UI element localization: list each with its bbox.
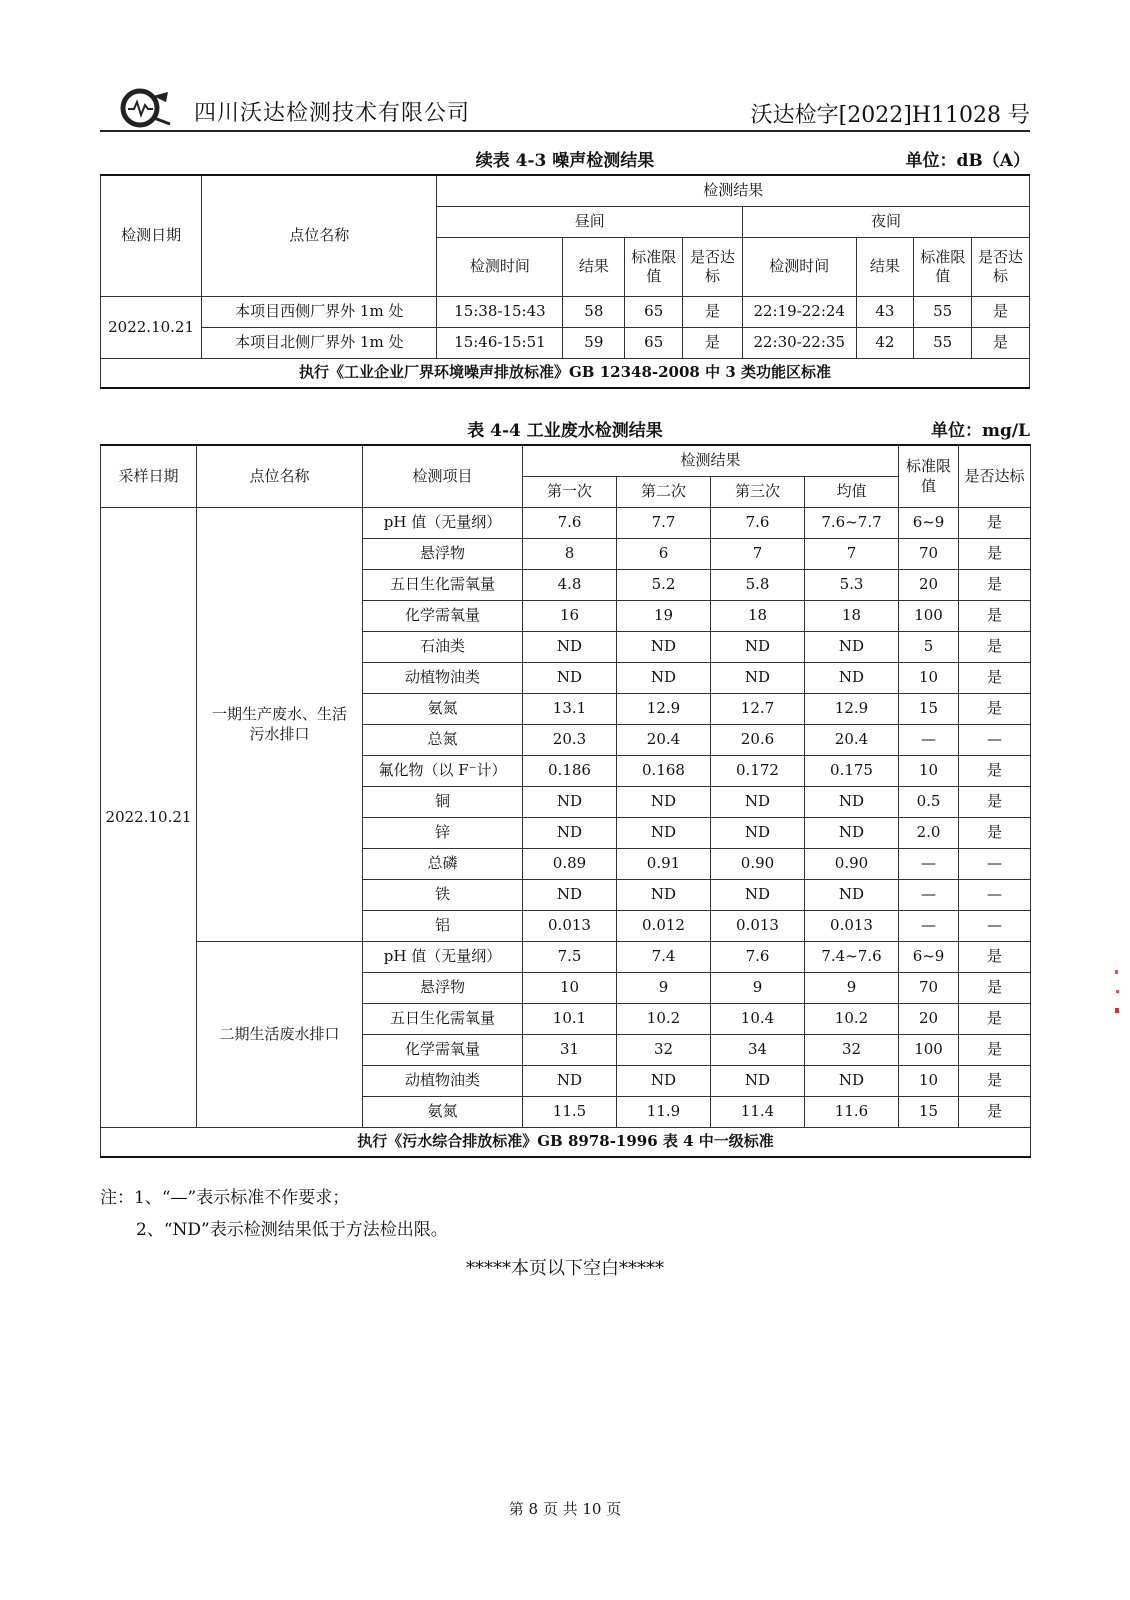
first-value-cell: 0.186 bbox=[523, 756, 617, 787]
water-table-unit: 单位：mg/L bbox=[930, 421, 1030, 441]
second-value-cell: ND bbox=[617, 880, 711, 911]
third-value-cell: ND bbox=[711, 787, 805, 818]
average-cell: ND bbox=[805, 818, 899, 849]
limit-cell: 100 bbox=[899, 1035, 959, 1066]
pass-cell: 是 bbox=[959, 942, 1031, 973]
second-value-cell: 11.9 bbox=[617, 1097, 711, 1128]
item-cell: 五日生化需氧量 bbox=[363, 1004, 523, 1035]
first-value-cell: 7.5 bbox=[523, 942, 617, 973]
third-value-cell: ND bbox=[711, 818, 805, 849]
item-cell: pH 值（无量纲） bbox=[363, 508, 523, 539]
pass-cell: 是 bbox=[959, 1004, 1031, 1035]
first-value-cell: ND bbox=[523, 880, 617, 911]
limit-cell: 5 bbox=[899, 632, 959, 663]
pass-cell: 是 bbox=[959, 1035, 1031, 1066]
item-cell: pH 值（无量纲） bbox=[363, 942, 523, 973]
average-cell: 12.9 bbox=[805, 694, 899, 725]
seal-edge-mark-icon bbox=[1114, 968, 1120, 1018]
third-value-cell: 9 bbox=[711, 973, 805, 1004]
limit-cell: 6~9 bbox=[899, 508, 959, 539]
second-value-cell: 6 bbox=[617, 539, 711, 570]
table-row bbox=[101, 942, 1031, 973]
third-value-cell: ND bbox=[711, 880, 805, 911]
limit-cell: 6~9 bbox=[899, 942, 959, 973]
header-first: 第一次 bbox=[523, 477, 617, 508]
third-value-cell: 10.4 bbox=[711, 1004, 805, 1035]
limit-cell: 70 bbox=[899, 539, 959, 570]
first-value-cell: 20.3 bbox=[523, 725, 617, 756]
pass-cell: 是 bbox=[959, 756, 1031, 787]
night-time-cell: 22:30-22:35 bbox=[742, 328, 856, 359]
second-value-cell: 32 bbox=[617, 1035, 711, 1066]
first-value-cell: 16 bbox=[523, 601, 617, 632]
header-item: 检测项目 bbox=[363, 445, 523, 508]
limit-cell: 70 bbox=[899, 973, 959, 1004]
day-time-cell: 15:38-15:43 bbox=[437, 297, 563, 328]
pass-cell: 是 bbox=[959, 1066, 1031, 1097]
header-divider bbox=[100, 130, 1030, 132]
third-value-cell: 0.013 bbox=[711, 911, 805, 942]
third-value-cell: 0.90 bbox=[711, 849, 805, 880]
average-cell: ND bbox=[805, 1066, 899, 1097]
header-pass: 是否达标 bbox=[959, 445, 1031, 508]
second-value-cell: 5.2 bbox=[617, 570, 711, 601]
pass-cell: — bbox=[959, 725, 1031, 756]
date-cell: 2022.10.21 bbox=[101, 508, 197, 1128]
notes bbox=[100, 1182, 448, 1246]
second-value-cell: ND bbox=[617, 1066, 711, 1097]
second-value-cell: 20.4 bbox=[617, 725, 711, 756]
limit-cell: — bbox=[899, 725, 959, 756]
noise-table-caption-bar bbox=[100, 144, 1030, 170]
night-pass-cell: 是 bbox=[972, 328, 1030, 359]
day-pass-cell: 是 bbox=[683, 328, 743, 359]
item-cell: 悬浮物 bbox=[363, 973, 523, 1004]
limit-cell: — bbox=[899, 911, 959, 942]
first-value-cell: 31 bbox=[523, 1035, 617, 1066]
first-value-cell: 11.5 bbox=[523, 1097, 617, 1128]
header-results: 检测结果 bbox=[523, 445, 899, 477]
first-value-cell: 0.89 bbox=[523, 849, 617, 880]
average-cell: 10.2 bbox=[805, 1004, 899, 1035]
night-result-cell: 42 bbox=[856, 328, 914, 359]
limit-cell: — bbox=[899, 880, 959, 911]
item-cell: 总氮 bbox=[363, 725, 523, 756]
third-value-cell: ND bbox=[711, 663, 805, 694]
limit-cell: 15 bbox=[899, 1097, 959, 1128]
first-value-cell: ND bbox=[523, 632, 617, 663]
header-night: 夜间 bbox=[742, 207, 1029, 238]
table-row bbox=[101, 508, 1031, 539]
second-value-cell: ND bbox=[617, 787, 711, 818]
item-cell: 化学需氧量 bbox=[363, 1035, 523, 1066]
noise-standard-footer: 执行《工业企业厂界环境噪声排放标准》GB 12348-2008 中 3 类功能区标准 bbox=[101, 359, 1030, 389]
average-cell: 32 bbox=[805, 1035, 899, 1066]
average-cell: 11.6 bbox=[805, 1097, 899, 1128]
limit-cell: 0.5 bbox=[899, 787, 959, 818]
header-results: 检测结果 bbox=[437, 175, 1030, 207]
average-cell: 0.90 bbox=[805, 849, 899, 880]
average-cell: 0.013 bbox=[805, 911, 899, 942]
table-row bbox=[101, 297, 1030, 328]
pass-cell: 是 bbox=[959, 632, 1031, 663]
second-value-cell: 7.4 bbox=[617, 942, 711, 973]
first-value-cell: 8 bbox=[523, 539, 617, 570]
page-number: 第 8 页 共 10 页 bbox=[508, 1500, 622, 1518]
item-cell: 锌 bbox=[363, 818, 523, 849]
wastewater-table bbox=[100, 444, 1031, 1158]
average-cell: 7 bbox=[805, 539, 899, 570]
point-cell: 一期生产废水、生活污水排口 bbox=[197, 508, 363, 942]
average-cell: ND bbox=[805, 632, 899, 663]
pass-cell: — bbox=[959, 911, 1031, 942]
day-time-cell: 15:46-15:51 bbox=[437, 328, 563, 359]
point-cell: 本项目北侧厂界外 1m 处 bbox=[202, 328, 437, 359]
note-1: 注：1、“—”表示标准不作要求； bbox=[100, 1188, 350, 1208]
second-value-cell: 10.2 bbox=[617, 1004, 711, 1035]
pass-cell: 是 bbox=[959, 601, 1031, 632]
company-name: 四川沃达检测技术有限公司 bbox=[194, 101, 471, 126]
night-result-cell: 43 bbox=[856, 297, 914, 328]
night-pass-cell: 是 bbox=[972, 297, 1030, 328]
first-value-cell: 13.1 bbox=[523, 694, 617, 725]
pass-cell: 是 bbox=[959, 818, 1031, 849]
second-value-cell: 0.012 bbox=[617, 911, 711, 942]
third-value-cell: 20.6 bbox=[711, 725, 805, 756]
note-2: 2、“ND”表示检测结果低于方法检出限。 bbox=[136, 1220, 448, 1240]
third-value-cell: 12.7 bbox=[711, 694, 805, 725]
item-cell: 五日生化需氧量 bbox=[363, 570, 523, 601]
second-value-cell: 0.168 bbox=[617, 756, 711, 787]
first-value-cell: 7.6 bbox=[523, 508, 617, 539]
first-value-cell: ND bbox=[523, 1066, 617, 1097]
noise-table-caption: 续表 4-3 噪声检测结果 bbox=[475, 151, 655, 171]
day-result-cell: 59 bbox=[563, 328, 625, 359]
average-cell: ND bbox=[805, 880, 899, 911]
pass-cell: — bbox=[959, 849, 1031, 880]
item-cell: 氟化物（以 F⁻计） bbox=[363, 756, 523, 787]
third-value-cell: 0.172 bbox=[711, 756, 805, 787]
item-cell: 铝 bbox=[363, 911, 523, 942]
item-cell: 氨氮 bbox=[363, 1097, 523, 1128]
first-value-cell: 0.013 bbox=[523, 911, 617, 942]
point-cell: 本项目西侧厂界外 1m 处 bbox=[202, 297, 437, 328]
first-value-cell: 10.1 bbox=[523, 1004, 617, 1035]
header-night-result: 结果 bbox=[856, 238, 914, 297]
item-cell: 悬浮物 bbox=[363, 539, 523, 570]
pass-cell: 是 bbox=[959, 694, 1031, 725]
average-cell: 7.6~7.7 bbox=[805, 508, 899, 539]
header-day-result: 结果 bbox=[563, 238, 625, 297]
first-value-cell: ND bbox=[523, 663, 617, 694]
pass-cell: — bbox=[959, 880, 1031, 911]
date-cell: 2022.10.21 bbox=[101, 297, 202, 359]
average-cell: 7.4~7.6 bbox=[805, 942, 899, 973]
report-number: 沃达检字[2022]H11028 号 bbox=[750, 103, 1030, 128]
item-cell: 铁 bbox=[363, 880, 523, 911]
limit-cell: 10 bbox=[899, 663, 959, 694]
noise-table-unit: 单位：dB（A） bbox=[905, 151, 1030, 171]
third-value-cell: 7 bbox=[711, 539, 805, 570]
second-value-cell: 12.9 bbox=[617, 694, 711, 725]
third-value-cell: 34 bbox=[711, 1035, 805, 1066]
average-cell: 18 bbox=[805, 601, 899, 632]
second-value-cell: 7.7 bbox=[617, 508, 711, 539]
pass-cell: 是 bbox=[959, 1097, 1031, 1128]
night-time-cell: 22:19-22:24 bbox=[742, 297, 856, 328]
third-value-cell: 18 bbox=[711, 601, 805, 632]
average-cell: 20.4 bbox=[805, 725, 899, 756]
first-value-cell: ND bbox=[523, 818, 617, 849]
night-limit-cell: 55 bbox=[914, 297, 972, 328]
header-average: 均值 bbox=[805, 477, 899, 508]
day-result-cell: 58 bbox=[563, 297, 625, 328]
header-point: 点位名称 bbox=[197, 445, 363, 508]
third-value-cell: 11.4 bbox=[711, 1097, 805, 1128]
table-row bbox=[101, 328, 1030, 359]
header-night-time: 检测时间 bbox=[742, 238, 856, 297]
pass-cell: 是 bbox=[959, 570, 1031, 601]
average-cell: 0.175 bbox=[805, 756, 899, 787]
item-cell: 动植物油类 bbox=[363, 663, 523, 694]
page-header bbox=[100, 88, 1030, 130]
header-night-pass: 是否达标 bbox=[972, 238, 1030, 297]
noise-table bbox=[100, 174, 1030, 389]
limit-cell: 10 bbox=[899, 1066, 959, 1097]
average-cell: 5.3 bbox=[805, 570, 899, 601]
limit-cell: — bbox=[899, 849, 959, 880]
limit-cell: 15 bbox=[899, 694, 959, 725]
first-value-cell: ND bbox=[523, 787, 617, 818]
water-table-caption-bar bbox=[100, 414, 1030, 440]
day-limit-cell: 65 bbox=[625, 297, 683, 328]
item-cell: 动植物油类 bbox=[363, 1066, 523, 1097]
limit-cell: 20 bbox=[899, 1004, 959, 1035]
pass-cell: 是 bbox=[959, 539, 1031, 570]
limit-cell: 2.0 bbox=[899, 818, 959, 849]
average-cell: 9 bbox=[805, 973, 899, 1004]
header-second: 第二次 bbox=[617, 477, 711, 508]
average-cell: ND bbox=[805, 787, 899, 818]
second-value-cell: 19 bbox=[617, 601, 711, 632]
third-value-cell: 5.8 bbox=[711, 570, 805, 601]
water-standard-footer: 执行《污水综合排放标准》GB 8978-1996 表 4 中一级标准 bbox=[101, 1128, 1031, 1158]
limit-cell: 100 bbox=[899, 601, 959, 632]
day-limit-cell: 65 bbox=[625, 328, 683, 359]
header-third: 第三次 bbox=[711, 477, 805, 508]
night-limit-cell: 55 bbox=[914, 328, 972, 359]
company-logo-icon bbox=[120, 88, 172, 128]
header-day-limit: 标准限值 bbox=[625, 238, 683, 297]
second-value-cell: 9 bbox=[617, 973, 711, 1004]
third-value-cell: 7.6 bbox=[711, 508, 805, 539]
point-cell: 二期生活废水排口 bbox=[197, 942, 363, 1128]
header-limit: 标准限值 bbox=[899, 445, 959, 508]
limit-cell: 10 bbox=[899, 756, 959, 787]
day-pass-cell: 是 bbox=[683, 297, 743, 328]
header-day-time: 检测时间 bbox=[437, 238, 563, 297]
item-cell: 总磷 bbox=[363, 849, 523, 880]
water-table-caption: 表 4-4 工业废水检测结果 bbox=[467, 421, 663, 441]
item-cell: 化学需氧量 bbox=[363, 601, 523, 632]
pass-cell: 是 bbox=[959, 663, 1031, 694]
second-value-cell: 0.91 bbox=[617, 849, 711, 880]
header-day: 昼间 bbox=[437, 207, 743, 238]
pass-cell: 是 bbox=[959, 973, 1031, 1004]
limit-cell: 20 bbox=[899, 570, 959, 601]
second-value-cell: ND bbox=[617, 818, 711, 849]
item-cell: 铜 bbox=[363, 787, 523, 818]
header-date: 检测日期 bbox=[101, 175, 202, 297]
header-point: 点位名称 bbox=[202, 175, 437, 297]
header-sample-date: 采样日期 bbox=[101, 445, 197, 508]
average-cell: ND bbox=[805, 663, 899, 694]
first-value-cell: 4.8 bbox=[523, 570, 617, 601]
header-day-pass: 是否达标 bbox=[683, 238, 743, 297]
pass-cell: 是 bbox=[959, 508, 1031, 539]
second-value-cell: ND bbox=[617, 632, 711, 663]
header-night-limit: 标准限值 bbox=[914, 238, 972, 297]
third-value-cell: ND bbox=[711, 632, 805, 663]
blank-page-marker: *****本页以下空白***** bbox=[466, 1258, 664, 1279]
third-value-cell: 7.6 bbox=[711, 942, 805, 973]
item-cell: 石油类 bbox=[363, 632, 523, 663]
pass-cell: 是 bbox=[959, 787, 1031, 818]
first-value-cell: 10 bbox=[523, 973, 617, 1004]
item-cell: 氨氮 bbox=[363, 694, 523, 725]
second-value-cell: ND bbox=[617, 663, 711, 694]
third-value-cell: ND bbox=[711, 1066, 805, 1097]
